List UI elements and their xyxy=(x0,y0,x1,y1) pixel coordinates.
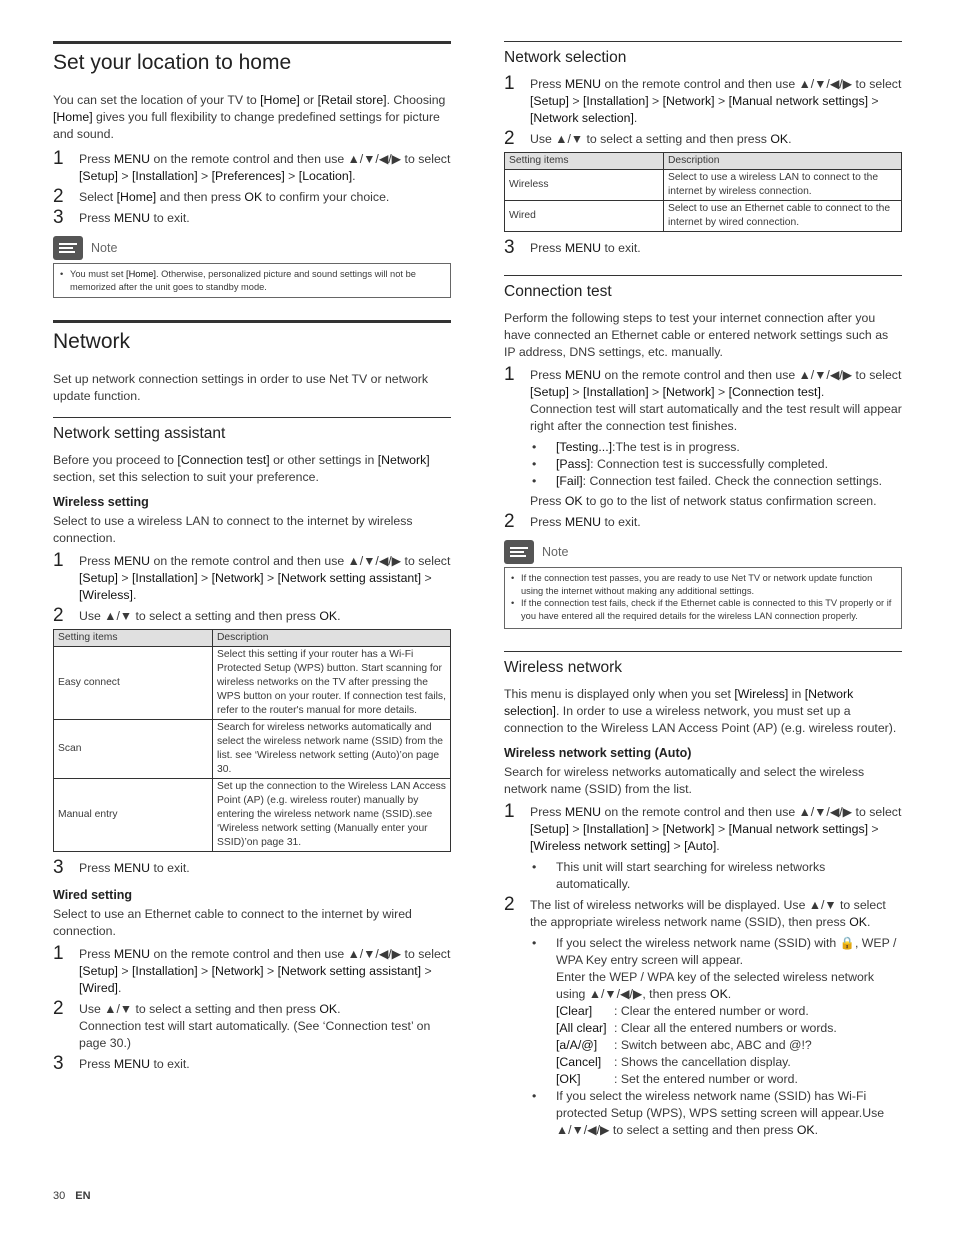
ns-step-1: 1 Press MENU on the remote control and then use ▲/▼/◀/▶ to select [Setup] > [Installation] > [Network] > [Manual network settings] > [Network selection]. xyxy=(504,73,902,125)
ct-ok-line: Press OK to go to the list of network status confirmation screen. xyxy=(530,494,877,508)
wireless-setting-intro: Select to use a wireless LAN to connect to the internet by wireless connection. xyxy=(53,514,413,545)
subsection-title-wireless-network: Wireless network xyxy=(504,651,902,678)
wireless-setting-title: Wireless setting xyxy=(53,495,149,509)
section-title-location: Set your location to home xyxy=(53,41,451,76)
table-row: Wired Select to use an Ethernet cable to connect to the internet by wired connection. xyxy=(505,201,902,232)
wireless-auto-intro: Search for wireless networks automatically and select the wireless network name (SSID) from the list. xyxy=(504,765,865,796)
location-intro: You can set the location of your TV to [Home] or [Retail store]. Choosing [Home] gives you full flexibility to change predefined settings for picture and sound. xyxy=(53,93,446,141)
list-item: • [Pass]: Connection test is successfully completed. xyxy=(530,456,902,473)
wna-step-1: 1 Press MENU on the remote control and then use ▲/▼/◀/▶ to select [Setup] > [Installation] > [Network] > [Manual network settings] > [Wireless network setting] > [Auto]. xyxy=(504,801,902,853)
wired-setting-intro: Select to use an Ethernet cable to connect to the internet by wired connection. xyxy=(53,907,412,938)
key-row: [All clear] : Clear all the entered numbers or words. xyxy=(556,1021,837,1035)
list-item: • If you select the wireless network name (SSID) with 🔒, WEP / WPA Key entry screen will appear. Enter the WEP / WPA key of the selected wireless network using ▲/▼/◀/▶, then press OK. [Clear] : Clear the entered number or word. [All clear] : Clear all the entered numbers or words. [a/A/@] : Switch between abc, ABC and @!? [Cancel] : Shows the cancellation display. [OK] : Set the entered number or word. xyxy=(530,935,902,1088)
ns-step-3: 3 Press MENU to exit. xyxy=(504,237,641,258)
assistant-intro: Before you proceed to [Connection test] or other settings in [Network] section, set this selection to suit your preference. xyxy=(53,453,430,484)
wireless-network-intro: This menu is displayed only when you set [Wireless] in [Network selection]. In order to use a wireless network, you must set up a connection to the Wireless LAN Access Point (AP) (e.g. wireless router). xyxy=(504,687,897,735)
connection-test-note: Note • If the connection test passes, you are ready to use Net TV or network update function using the internet without making any additional settings. • If the connection test fails, check if the Ethernet cable is connected to this TV properly or if you have entered all the required details for the wireless LAN connection properly. xyxy=(504,539,902,629)
subsection-title-connection-test: Connection test xyxy=(504,275,902,302)
wireless-step-2: 2 Use ▲/▼ to select a setting and then press OK. xyxy=(53,605,341,626)
location-step-3: 3 Press MENU to exit. xyxy=(53,207,190,228)
list-item: • If you select the wireless network name (SSID) has Wi-Fi protected Setup (WPS), WPS setting screen will appear.Use ▲/▼/◀/▶ to select a setting and then press OK. xyxy=(530,1088,902,1139)
table-row: Manual entry Set up the connection to the Wireless LAN Access Point (AP) (e.g. wireless router) manually by entering the wireless network name (SSID).see ‘Wireless network setting (Manually enter your SSID)’on page 31. xyxy=(54,779,451,852)
table-row: Wireless Select to use a wireless LAN to connect to the internet by wireless connection. xyxy=(505,170,902,201)
left-column xyxy=(53,41,451,1077)
wireless-step-3: 3 Press MENU to exit. xyxy=(53,857,190,878)
wna-step-2: 2 The list of wireless networks will be displayed. Use ▲/▼ to select the appropriate wireless network name (SSID), then press OK. xyxy=(504,894,886,929)
note-icon xyxy=(504,540,534,564)
table-row: Scan Search for wireless networks automatically and select the wireless network name (SSID) from the list. see ‘Wireless network setting (Auto)’on page 30. xyxy=(54,720,451,779)
language-code: EN xyxy=(75,1190,91,1202)
ct-step-2: 2 Press MENU to exit. xyxy=(504,511,641,532)
list-item: • [Fail]: Connection test failed. Check the connection settings. xyxy=(530,473,902,490)
page-footer xyxy=(53,1188,91,1205)
wireless-settings-table: Setting items Description Easy connect Select this setting if your router has a Wi-Fi Protected Setup (WPS) button. Start scanning for wireless networks on the TV after pressing the WPS button on your router. If connection test fails, refer to the router's manual for more details. Scan Search for wireless networks automatically and select the wireless network name (SSID) from the list. see ‘Wireless network setting (Auto)’on page 30. Manual entry Set up the connection to the Wireless LAN Access Point (AP) (e.g. wireless router) manually by entering the wireless network name (SSID).see ‘Wireless network setting (Manually enter your SSID)’on page 31. xyxy=(53,629,451,852)
subsection-title-network-selection: Network selection xyxy=(504,41,902,68)
subsection-title-assistant: Network setting assistant xyxy=(53,417,451,444)
wired-step-1: 1 Press MENU on the remote control and then use ▲/▼/◀/▶ to select [Setup] > [Installation] > [Network] > [Network setting assistant] > [Wired]. xyxy=(53,943,451,995)
key-row: [OK] : Set the entered number or word. xyxy=(556,1072,798,1086)
ct-step-1: 1 Press MENU on the remote control and then use ▲/▼/◀/▶ to select [Setup] > [Installation] > [Network] > [Connection test]. Connection test will start automatically and the test result will appear right after the connection test finishes. xyxy=(504,364,902,433)
wired-step-3: 3 Press MENU to exit. xyxy=(53,1053,190,1074)
right-column xyxy=(504,41,902,1139)
wireless-auto-title: Wireless network setting (Auto) xyxy=(504,746,692,760)
page-number: 30 xyxy=(53,1190,66,1202)
list-item: • [Testing...]:The test is in progress. xyxy=(530,439,902,456)
location-step-2: 2 Select [Home] and then press OK to confirm your choice. xyxy=(53,186,390,207)
table-row: Easy connect Select this setting if your router has a Wi-Fi Protected Setup (WPS) button. Start scanning for wireless networks on the TV after pressing the WPS button on your router. If connection test fails, refer to the router's manual for more details. xyxy=(54,647,451,720)
location-note: Note • You must set [Home]. Otherwise, personalized picture and sound settings will not be memorized after the unit goes to standby mode. xyxy=(53,235,451,298)
key-row: [Cancel] : Shows the cancellation display. xyxy=(556,1055,791,1069)
wired-step-2: 2 Use ▲/▼ to select a setting and then press OK. Connection test will start automatically. (See ‘Connection test’ on page 30.) xyxy=(53,998,431,1050)
note-icon xyxy=(53,236,83,260)
network-intro: Set up network connection settings in order to use Net TV or network update function. xyxy=(53,372,429,403)
location-step-1: 1 Press MENU on the remote control and then use ▲/▼/◀/▶ to select [Setup] > [Installation] > [Preferences] > [Location]. xyxy=(53,148,451,183)
key-row: [Clear] : Clear the entered number or word. xyxy=(556,1004,809,1018)
section-title-network: Network xyxy=(53,320,451,355)
network-selection-table: Setting items Description Wireless Select to use a wireless LAN to connect to the internet by wireless connection. Wired Select to use an Ethernet cable to connect to the internet by wired connection. xyxy=(504,152,902,232)
wireless-step-1: 1 Press MENU on the remote control and then use ▲/▼/◀/▶ to select [Setup] > [Installation] > [Network] > [Network setting assistant] > [Wireless]. xyxy=(53,550,451,602)
lock-icon: 🔒 xyxy=(839,936,855,950)
wired-setting-title: Wired setting xyxy=(53,888,133,902)
key-row: [a/A/@] : Switch between abc, ABC and @!? xyxy=(556,1038,812,1052)
ns-step-2: 2 Use ▲/▼ to select a setting and then press OK. xyxy=(504,128,792,149)
list-item: • This unit will start searching for wireless networks automatically. xyxy=(530,859,902,893)
location-note-text: • You must set [Home]. Otherwise, personalized picture and sound settings will not be memorized after the unit goes to standby mode. xyxy=(60,268,444,293)
connection-test-intro: Perform the following steps to test your internet connection after you have connected an Ethernet cable or entered network settings such as IP address, DNS settings, etc. manually. xyxy=(504,311,889,359)
